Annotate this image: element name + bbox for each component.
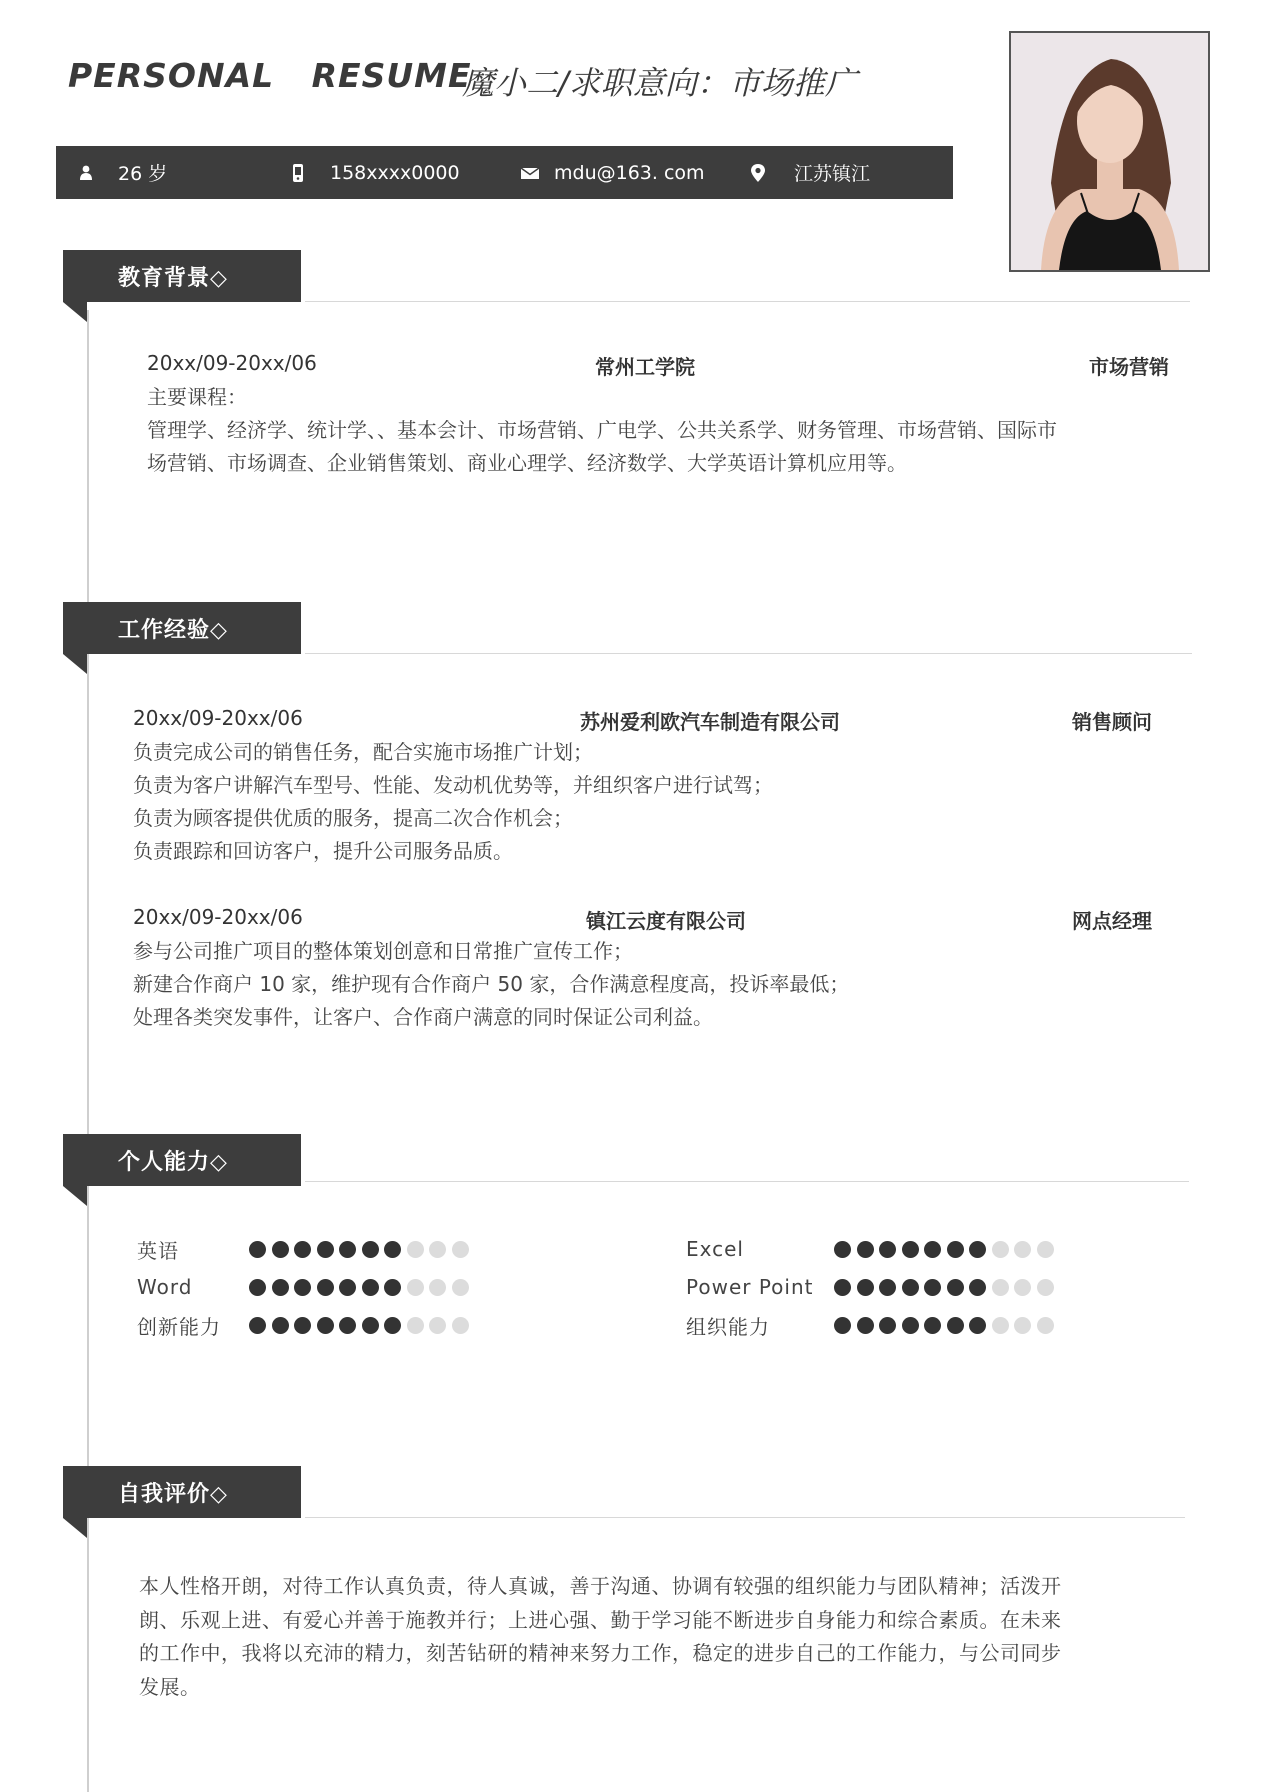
rating-dot-empty	[1037, 1317, 1054, 1334]
rating-dot-filled	[249, 1241, 266, 1258]
work-1-duties	[133, 736, 773, 868]
skill-row	[137, 1272, 474, 1302]
rating-dot-filled	[294, 1241, 311, 1258]
rating-dot-empty	[429, 1317, 446, 1334]
education-courses	[147, 381, 1057, 480]
rating-dot-filled	[969, 1279, 986, 1296]
rating-dot-filled	[857, 1279, 874, 1296]
work-company: 苏州爱利欧汽车制造有限公司	[580, 710, 840, 734]
resume-title-cn: 魔小二/求职意向：市场推广	[462, 64, 857, 102]
skill-row	[137, 1234, 474, 1264]
duty-line: 负责跟踪和回访客户，提升公司服务品质。	[133, 839, 513, 863]
education-period: 20xx/09-20xx/06	[147, 351, 317, 375]
rating-dot-filled	[249, 1317, 266, 1334]
rating-dot-filled	[362, 1317, 379, 1334]
skill-label: 组织能力	[686, 1314, 770, 1339]
rating-dot-filled	[947, 1241, 964, 1258]
rating-dot-filled	[924, 1279, 941, 1296]
rating-dot-empty	[452, 1279, 469, 1296]
contact-bar	[56, 146, 953, 199]
rating-dot-filled	[902, 1241, 919, 1258]
mail-icon	[520, 163, 540, 183]
rating-dot-empty	[1014, 1279, 1031, 1296]
rating-dot-empty	[407, 1317, 424, 1334]
rating-dot-filled	[879, 1279, 896, 1296]
duty-line: 负责为客户讲解汽车型号、性能、发动机优势等，并组织客户进行试驾；	[133, 773, 773, 797]
rating-dot-filled	[249, 1279, 266, 1296]
profile-photo	[1009, 31, 1210, 272]
rating-dot-filled	[902, 1317, 919, 1334]
education-major: 市场营销	[1089, 355, 1169, 379]
section-header-education: 教育背景◇	[63, 250, 301, 302]
rating-dot-filled	[924, 1241, 941, 1258]
rating-dot-empty	[429, 1241, 446, 1258]
skill-rating	[249, 1241, 474, 1258]
rating-dot-filled	[362, 1241, 379, 1258]
rating-dot-filled	[294, 1279, 311, 1296]
duty-line: 新建合作商户 10 家，维护现有合作商户 50 家，合作满意程度高，投诉率最低；	[133, 972, 850, 996]
skill-rating	[834, 1241, 1059, 1258]
rating-dot-filled	[857, 1241, 874, 1258]
rating-dot-filled	[879, 1317, 896, 1334]
skill-row	[686, 1272, 1059, 1302]
rating-dot-filled	[969, 1317, 986, 1334]
section-divider	[305, 653, 1192, 654]
rating-dot-filled	[339, 1241, 356, 1258]
section-fold	[63, 302, 87, 322]
rating-dot-filled	[947, 1279, 964, 1296]
rating-dot-filled	[317, 1241, 334, 1258]
evaluation-line: 本人性格开朗，对待工作认真负责，待人真诚，善于沟通、协调有较强的组织能力与团队精神；活泼开	[139, 1574, 1062, 1598]
rating-dot-filled	[879, 1241, 896, 1258]
contact-email	[520, 146, 705, 199]
evaluation-line: 发展。	[139, 1674, 201, 1699]
rating-dot-filled	[834, 1317, 851, 1334]
rating-dot-empty	[452, 1241, 469, 1258]
rating-dot-filled	[857, 1317, 874, 1334]
rating-dot-empty	[992, 1241, 1009, 1258]
rating-dot-empty	[992, 1317, 1009, 1334]
skill-rating	[834, 1279, 1059, 1296]
rating-dot-empty	[992, 1279, 1009, 1296]
rating-dot-filled	[924, 1317, 941, 1334]
section-fold	[63, 1186, 87, 1206]
section-header-skills: 个人能力◇	[63, 1134, 301, 1186]
rating-dot-filled	[947, 1317, 964, 1334]
rating-dot-empty	[407, 1279, 424, 1296]
skill-row	[686, 1310, 1059, 1340]
rating-dot-filled	[384, 1279, 401, 1296]
rating-dot-filled	[339, 1317, 356, 1334]
duty-line: 处理各类突发事件，让客户、合作商户满意的同时保证公司利益。	[133, 1005, 713, 1029]
contact-location	[748, 146, 870, 199]
skill-label: Power Point	[686, 1275, 814, 1299]
duty-line: 参与公司推广项目的整体策划创意和日常推广宣传工作；	[133, 939, 633, 963]
work-2-duties	[133, 935, 849, 1034]
rating-dot-filled	[272, 1241, 289, 1258]
contact-phone	[288, 146, 460, 199]
age-text: 26 岁	[118, 163, 168, 185]
person-icon	[76, 163, 96, 183]
rating-dot-filled	[339, 1279, 356, 1296]
skill-row	[686, 1234, 1059, 1264]
rating-dot-filled	[384, 1317, 401, 1334]
work-company: 镇江云度有限公司	[586, 909, 746, 933]
duty-line: 负责完成公司的销售任务，配合实施市场推广计划；	[133, 740, 593, 764]
section-header-work: 工作经验◇	[63, 602, 301, 654]
rating-dot-filled	[317, 1317, 334, 1334]
resume-title-en: PERSONAL RESUME	[68, 56, 472, 95]
rating-dot-filled	[272, 1317, 289, 1334]
section-divider	[305, 1517, 1185, 1518]
rating-dot-filled	[272, 1279, 289, 1296]
skill-rating	[249, 1279, 474, 1296]
rating-dot-empty	[1014, 1317, 1031, 1334]
skill-label: 英语	[137, 1238, 179, 1263]
courses-line: 管理学、经济学、统计学、、基本会计、市场营销、广电学、公共关系学、财务管理、市场营销、国际市	[147, 418, 1057, 442]
section-fold	[63, 654, 87, 674]
education-school: 常州工学院	[595, 355, 695, 379]
rating-dot-empty	[452, 1317, 469, 1334]
courses-line: 场营销、市场调查、企业销售策划、商业心理学、经济数学、大学英语计算机应用等。	[147, 451, 907, 475]
section-header-evaluation: 自我评价◇	[63, 1466, 301, 1518]
location-pin-icon	[748, 163, 768, 183]
evaluation-line: 朗、乐观上进、有爱心并善于施教并行；上进心强、勤于学习能不断进步自身能力和综合素质。在未来	[139, 1607, 1062, 1632]
email-text: mdu@163. com	[554, 161, 705, 184]
rating-dot-empty	[1014, 1241, 1031, 1258]
skill-rating	[249, 1317, 474, 1334]
rating-dot-filled	[969, 1241, 986, 1258]
location-text: 江苏镇江	[794, 163, 871, 185]
section-divider	[305, 1181, 1189, 1182]
rating-dot-filled	[902, 1279, 919, 1296]
rating-dot-filled	[384, 1241, 401, 1258]
phone-text: 158xxxx0000	[330, 161, 460, 184]
rating-dot-empty	[1037, 1279, 1054, 1296]
work-period: 20xx/09-20xx/06	[133, 905, 303, 929]
rating-dot-filled	[317, 1279, 334, 1296]
work-period: 20xx/09-20xx/06	[133, 706, 303, 730]
rating-dot-empty	[1037, 1241, 1054, 1258]
contact-age	[76, 146, 167, 199]
work-role: 销售顾问	[1072, 710, 1152, 734]
skill-label: Excel	[686, 1237, 744, 1261]
rating-dot-filled	[294, 1317, 311, 1334]
courses-label: 主要课程：	[147, 385, 247, 409]
skill-label: 创新能力	[137, 1314, 221, 1339]
duty-line: 负责为顾客提供优质的服务，提高二次合作机会；	[133, 806, 573, 830]
section-fold	[63, 1518, 87, 1538]
rating-dot-filled	[834, 1279, 851, 1296]
skill-row	[137, 1310, 474, 1340]
skill-rating	[834, 1317, 1059, 1334]
rating-dot-filled	[362, 1279, 379, 1296]
section-divider	[305, 301, 1190, 302]
rating-dot-empty	[429, 1279, 446, 1296]
rating-dot-filled	[834, 1241, 851, 1258]
phone-icon	[288, 163, 308, 183]
timeline-line	[87, 310, 89, 1792]
work-role: 网点经理	[1072, 909, 1152, 933]
skill-label: Word	[137, 1275, 193, 1299]
rating-dot-empty	[407, 1241, 424, 1258]
self-evaluation-text	[139, 1570, 1154, 1704]
evaluation-line: 的工作中，我将以充沛的精力，刻苦钻研的精神来努力工作，稳定的进步自己的工作能力，与公司同步	[139, 1641, 1062, 1665]
